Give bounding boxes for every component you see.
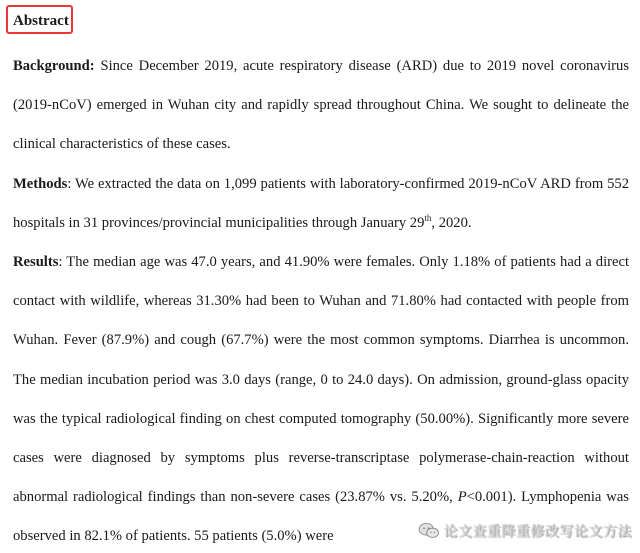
- methods-label: Methods: [13, 175, 68, 192]
- methods-text: : We extracted the data on 1,099 patients with laboratory-confirmed 2019-nCoV ARD from 552 hospitals in 31 provinces/provincial municipalities through January 29: [13, 175, 629, 231]
- methods-superscript: th: [424, 212, 432, 223]
- background-paragraph: [13, 47, 629, 165]
- background-label: Background:: [13, 58, 95, 74]
- results-p-variable: P: [457, 489, 467, 506]
- background-text: Since December 2019, acute respiratory disease (ARD) due to 2019 novel coronavirus (2019-nCoV) emerged in Wuhan city and rapidly spread throughout China. We sought to delineate the clinical characteristics of these cases.: [13, 58, 629, 153]
- watermark-text: 论文查重降重修改写论文方法: [443, 524, 632, 540]
- watermark: [416, 521, 635, 541]
- wechat-icon: [418, 522, 440, 540]
- results-label: Results: [13, 254, 59, 271]
- methods-paragraph: [13, 165, 629, 243]
- abstract-body: [13, 47, 629, 553]
- results-tail: <0.001). Lymphopenia was observed in 82.1% of patients. 55 patients (5.0%) were: [13, 489, 629, 545]
- abstract-heading: Abstract: [13, 13, 69, 29]
- results-text: : The median age was 47.0 years, and 41.90% were females. Only 1.18% of patients had a direct contact with wildlife, whereas 31.30% had been to Wuhan and 71.80% had contacted with people from Wuhan. Fever (87.9%) and cough (67.7%) were the most common symptoms. Diarrhea is uncommon. The median incubation period was 3.0 days (range, 0 to 24.0 days). On admission, ground-glass opacity was the typical radiological finding on chest computed tomography (50.00%). Significantly more severe cases were diagnosed by symptoms plus reverse-transcriptase polymerase-chain-reaction without abnormal radiological findings than non-severe cases (23.87% vs. 5.20%,: [13, 254, 629, 506]
- results-paragraph: [13, 243, 629, 553]
- methods-tail: , 2020.: [431, 214, 472, 231]
